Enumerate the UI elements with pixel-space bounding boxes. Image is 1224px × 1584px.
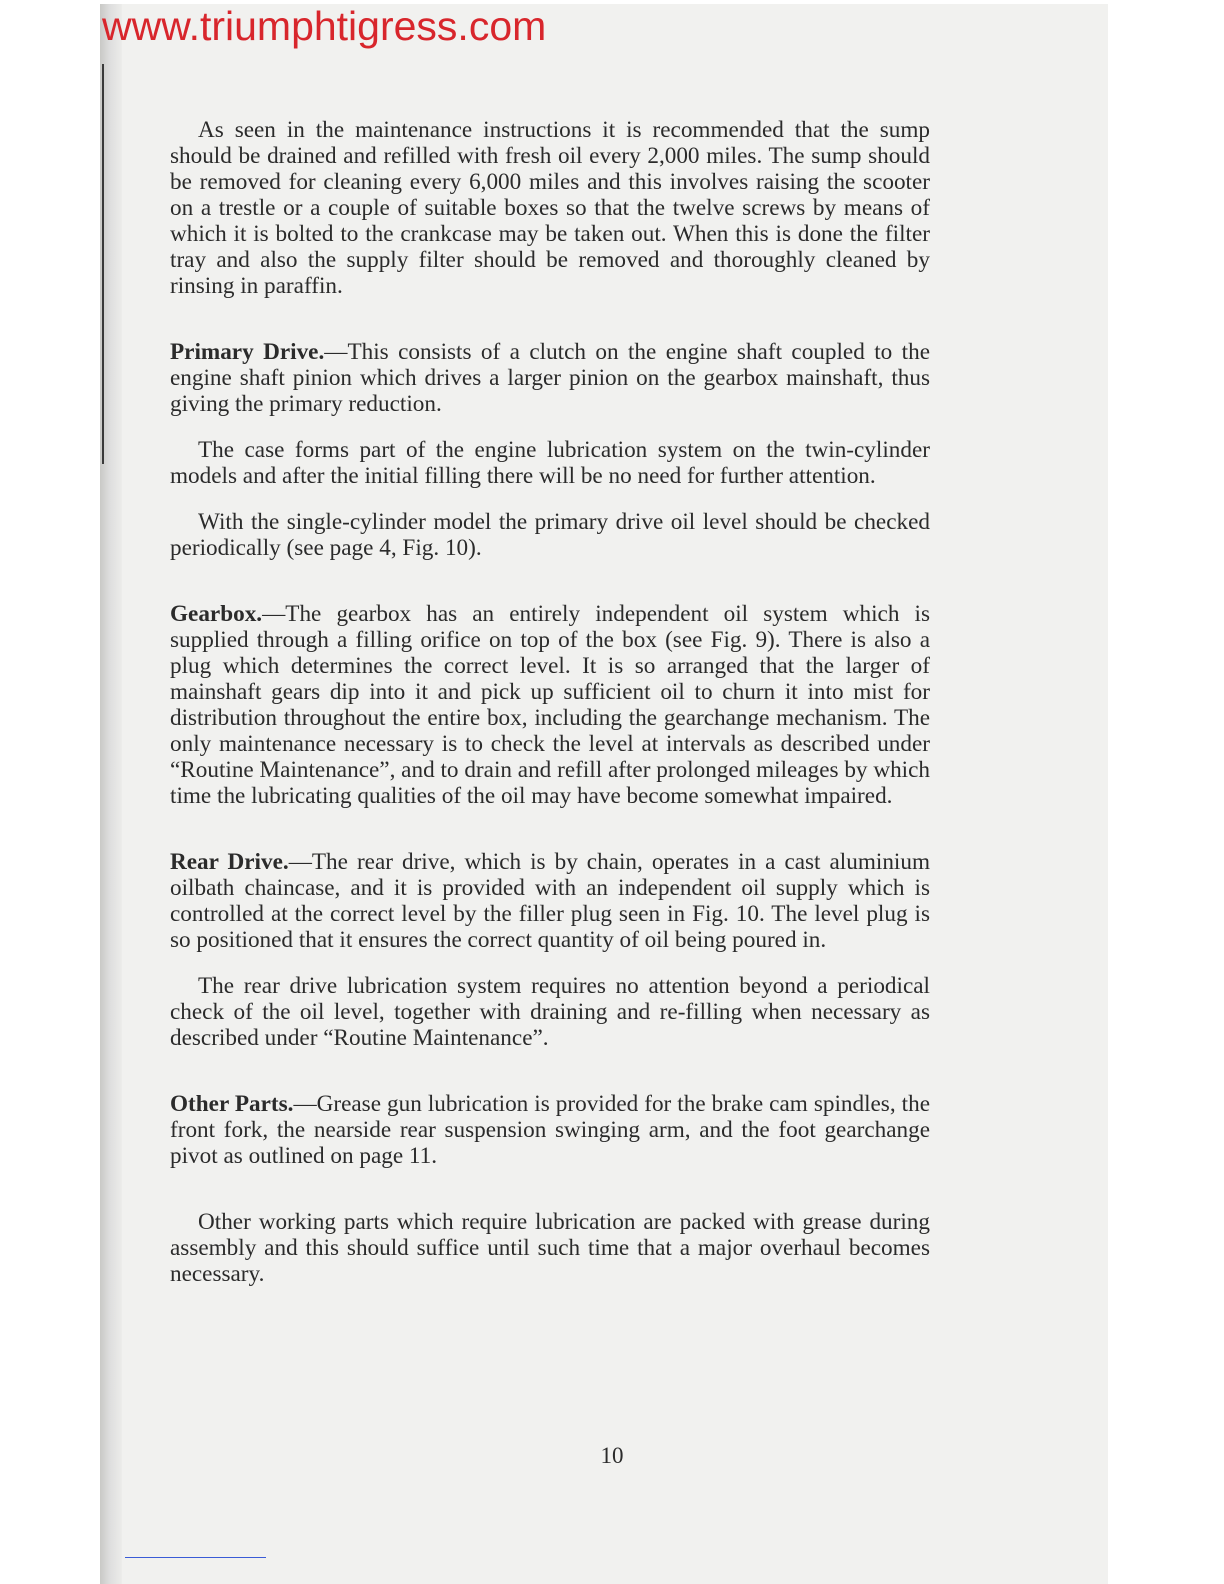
binding-edge-line (102, 64, 104, 464)
primary-drive-text: —This consists of a clutch on the engine shaft coupled to the engine shaft pinion which drives a larger pinion on the gearbox mainshaft, thus giving the primary reduction. (170, 339, 930, 417)
manual-text-body (170, 117, 930, 1287)
footer-link-underline (125, 1557, 266, 1558)
page-number: 10 (600, 1443, 624, 1468)
paragraph-single-cylinder: With the single-cylinder model the primary drive oil level should be checked periodically (see page 4, Fig. 10). (170, 509, 930, 561)
site-watermark-link[interactable]: www.triumphtigress.com (102, 3, 547, 49)
heading-rear-drive: Rear Drive. (170, 849, 289, 875)
paragraph-case-lubrication: The case forms part of the engine lubrication system on the twin-cylinder models and after the initial filling there will be no need for further attention. (170, 437, 930, 489)
paragraph-gearbox (170, 601, 930, 809)
gearbox-text: —The gearbox has an entirely independent oil system which is supplied through a filling orifice on top of the box (see Fig. 9). There is also a plug which determines the correct level. It is so arranged that the larger of mainshaft gears dip into it and pick up sufficient oil to churn it into mist for distribution throughout the entire box, including the gearchange mechanism. The only maintenance necessary is to check the level at intervals as described under “Routine Maintenance”, and to drain and refill after prolonged mileages by which time the lubricating qualities of the oil may have become somewhat impaired. (170, 601, 930, 809)
rear-drive-text: —The rear drive, which is by chain, operates in a cast aluminium oilbath chaincase, and it is provided with an independent oil supply which is controlled at the correct level by the filler plug seen in Fig. 10. The level plug is so positioned that it ensures the correct quantity of oil being poured in. (170, 849, 930, 953)
paragraph-other-parts (170, 1091, 930, 1169)
paragraph-primary-drive (170, 339, 930, 417)
paragraph-other-working-parts: Other working parts which require lubrication are packed with grease during assembly and this should suffice until such time that a major overhaul becomes necessary. (170, 1209, 930, 1287)
paragraph-rear-drive-lubrication: The rear drive lubrication system requires no attention beyond a periodical check of the oil level, together with draining and re-filling when necessary as described under “Routine Maintenance”. (170, 973, 930, 1051)
paragraph-sump-maintenance: As seen in the maintenance instructions it is recommended that the sump should be drained and refilled with fresh oil every 2,000 miles. The sump should be removed for cleaning every 6,000 miles and this involves raising the scooter on a trestle or a couple of suitable boxes so that the twelve screws by means of which it is bolted to the crankcase may be taken out. When this is done the filter tray and also the supply filter should be removed and thoroughly cleaned by rinsing in paraffin. (170, 117, 930, 299)
heading-other-parts: Other Parts. (170, 1091, 294, 1117)
heading-primary-drive: Primary Drive. (170, 339, 325, 365)
heading-gearbox: Gearbox. (170, 601, 263, 627)
paragraph-rear-drive (170, 849, 930, 953)
other-parts-text: —Grease gun lubrication is provided for the brake cam spindles, the front fork, the nearside rear suspension swinging arm, and the foot gearchange pivot as outlined on page 11. (170, 1091, 930, 1169)
